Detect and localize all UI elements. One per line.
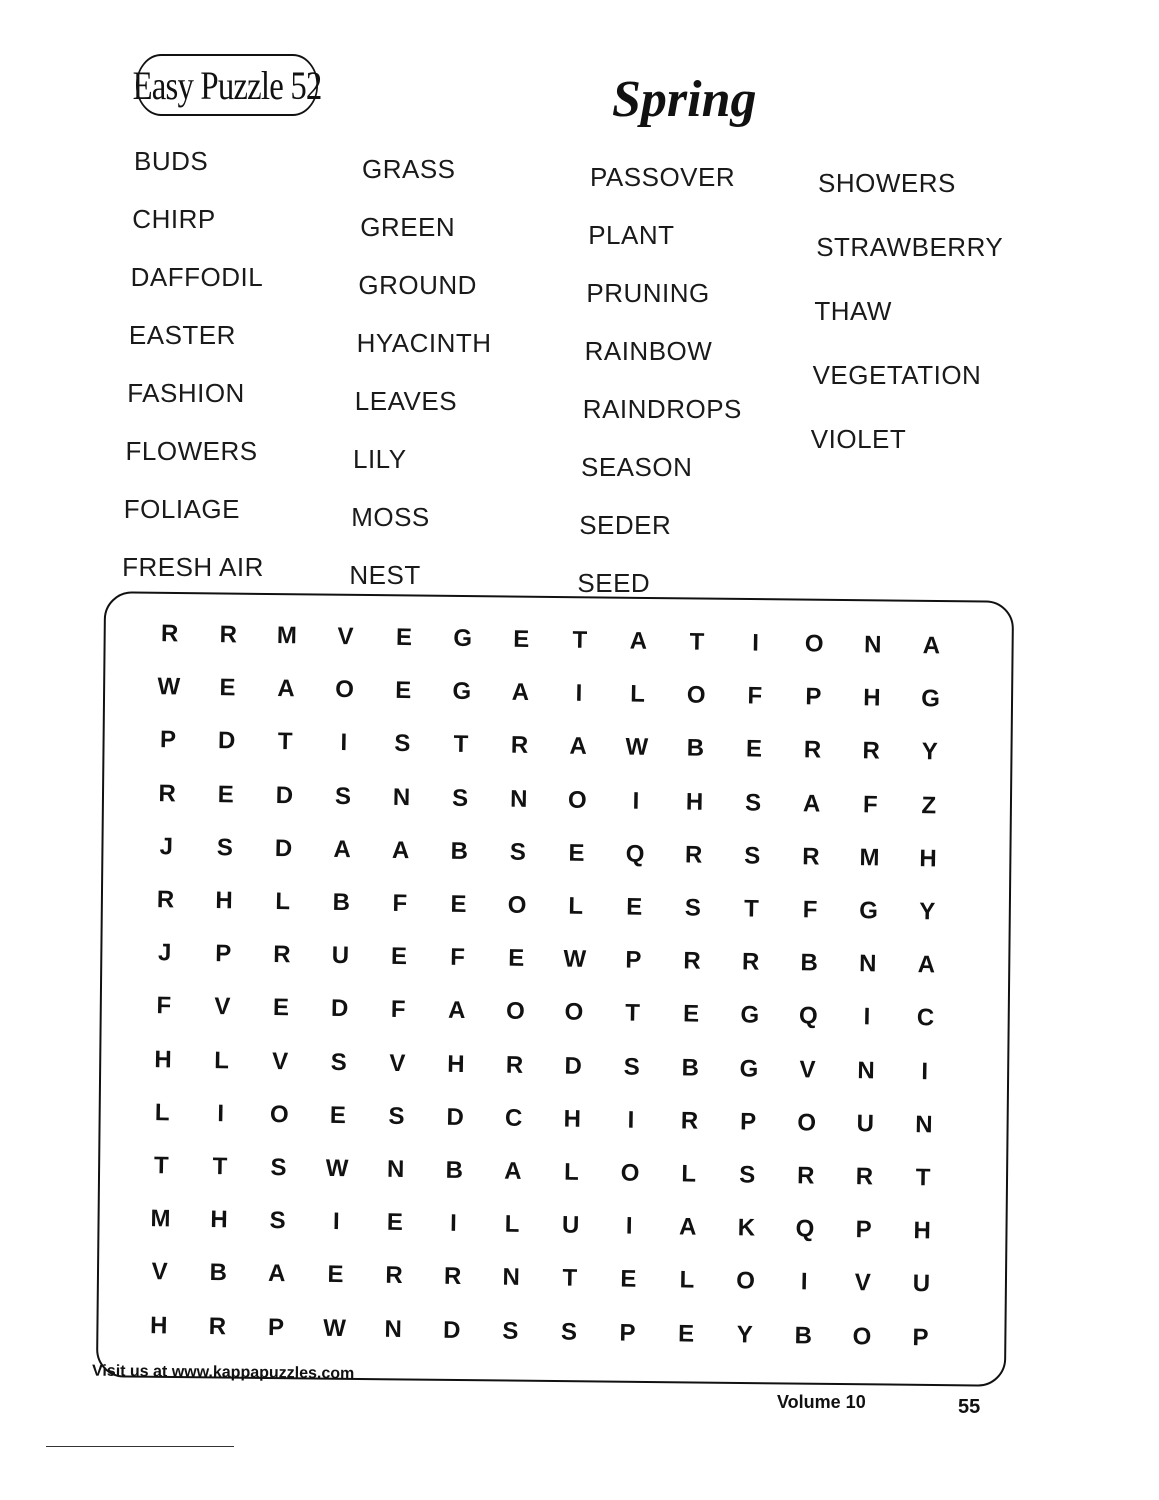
grid-letter[interactable]: L [681,1160,697,1188]
grid-letter[interactable]: L [630,680,646,708]
word-list-item: DAFFODIL [130,262,264,292]
grid-letter[interactable]: A [267,1260,286,1288]
word-list-item: MOSS [351,502,430,532]
grid-letter[interactable]: Z [921,791,937,819]
grid-letter[interactable]: S [744,842,761,870]
grid-letter[interactable]: P [855,1216,872,1244]
grid-letter[interactable]: E [745,735,763,764]
grid-letter[interactable]: S [394,730,411,758]
grid-letter[interactable]: G [740,1001,760,1030]
grid-letter[interactable]: V [389,1049,406,1077]
grid-letter[interactable]: U [331,942,350,970]
grid-letter[interactable]: D [330,995,349,1023]
grid-letter[interactable]: I [800,1268,808,1296]
grid-letter[interactable]: I [575,679,583,707]
word-list-item: EASTER [128,320,236,350]
grid-letter[interactable]: S [451,784,469,812]
grid-letter[interactable]: E [450,890,467,919]
grid-letter[interactable]: V [214,993,231,1021]
word-list-item: PLANT [588,220,675,250]
grid-letter[interactable]: O [507,891,527,919]
word-list-item: SEDER [579,510,672,540]
grid-letter[interactable]: P [267,1313,285,1341]
grid-letter[interactable]: W [625,733,649,762]
grid-letter[interactable]: L [214,1046,230,1074]
grid-letter[interactable]: H [685,788,704,816]
grid-letter[interactable]: R [741,948,760,976]
grid-letter[interactable]: H [447,1050,465,1078]
volume-label: Volume 10 [777,1392,866,1412]
grid-letter[interactable]: T [625,999,641,1028]
grid-letter[interactable]: I [632,787,640,815]
grid-letter[interactable]: R [796,1162,815,1190]
grid-letter[interactable]: R [510,732,529,760]
word-list-item: STRAWBERRY [816,232,1004,262]
grid-letter[interactable]: R [208,1312,227,1340]
word-list-item: SEASON [581,452,693,482]
word-list-item: FOLIAGE [123,494,240,524]
grid-letter[interactable]: D [442,1316,461,1344]
grid-letter[interactable]: T [572,626,588,654]
grid-letter[interactable]: P [625,946,642,974]
word-list-item: HYACINTH [356,328,492,358]
grid-letter[interactable]: B [800,949,819,977]
grid-letter[interactable]: O [620,1159,640,1187]
grid-letter[interactable]: E [327,1261,344,1289]
grid-letter[interactable]: F [747,682,763,710]
grid-letter[interactable]: N [863,631,882,659]
grid-letter[interactable]: F [156,992,172,1020]
grid-letter[interactable]: L [568,892,584,920]
word-list-item: PASSOVER [590,162,736,192]
word-list-item: RAINDROPS [582,394,742,424]
grid-letter[interactable]: S [388,1102,405,1130]
grid-letter[interactable]: S [502,1317,519,1345]
grid-letter[interactable]: T [915,1164,931,1192]
grid-letter[interactable]: B [794,1321,813,1350]
grid-letter[interactable]: L [563,1158,580,1186]
grid-letter[interactable]: A [511,678,530,707]
grid-letter[interactable]: L [504,1210,520,1239]
grid-letter[interactable]: E [620,1265,637,1294]
grid-letter[interactable]: D [274,834,293,863]
grid-letter[interactable]: C [916,1004,935,1032]
grid-letter[interactable]: W [325,1154,349,1183]
grid-letter[interactable]: S [744,788,762,817]
word-list-item: LILY [353,444,407,474]
grid-letter[interactable]: A [802,789,821,818]
grid-letter[interactable]: A [678,1213,697,1241]
grid-letter[interactable]: I [449,1209,458,1238]
grid-letter[interactable]: H [210,1206,228,1234]
grid-letter[interactable]: I [863,1003,871,1031]
grid-letter[interactable]: S [623,1053,640,1081]
word-list-item: RAINBOW [584,336,713,366]
grid-letter[interactable]: K [737,1214,756,1242]
grid-letter[interactable]: A [447,997,466,1025]
grid-letter[interactable]: G [453,624,473,653]
grid-letter[interactable]: C [504,1104,523,1132]
grid-letter[interactable]: T [453,731,469,759]
grid-letter[interactable]: B [209,1259,228,1287]
grid-letter[interactable]: M [859,843,880,872]
grid-letter[interactable]: A [504,1157,522,1185]
grid-letter[interactable]: T [212,1153,228,1181]
grid-letter[interactable]: P [805,683,822,711]
grid-letter[interactable]: N [509,785,528,813]
footer-rule [46,1446,234,1447]
grid-letter[interactable]: I [921,1057,929,1085]
grid-letter[interactable]: H [154,1045,172,1073]
grid-letter[interactable]: F [802,896,818,924]
puzzle-number-label: Easy Puzzle 52 [132,62,322,108]
grid-letter[interactable]: R [219,621,238,649]
grid-letter[interactable]: O [505,998,525,1026]
grid-letter[interactable]: R [443,1263,462,1291]
grid-letter[interactable]: R [385,1262,403,1290]
grid-letter[interactable]: S [334,782,352,810]
grid-letter[interactable]: Y [921,738,938,766]
grid-letter[interactable]: N [386,1155,405,1184]
puzzle-title: Spring [612,71,757,128]
grid-letter[interactable]: R [158,779,177,808]
grid-letter[interactable]: V [271,1047,289,1075]
grid-letter[interactable]: V [151,1258,168,1286]
grid-letter[interactable]: D [446,1103,465,1131]
grid-letter[interactable]: R [160,620,179,648]
grid-letter[interactable]: R [680,1107,699,1135]
grid-letter[interactable]: N [502,1264,521,1292]
grid-letter[interactable]: O [564,998,584,1027]
grid-letter[interactable]: J [159,832,174,861]
word-list-item: THAW [814,296,892,326]
grid-letter[interactable]: O [567,786,587,814]
grid-letter[interactable]: H [913,1217,932,1245]
grid-letter[interactable]: D [564,1052,583,1080]
grid-letter[interactable]: A [917,951,936,979]
grid-letter[interactable]: N [384,1315,403,1343]
grid-letter[interactable]: P [159,726,177,754]
grid-letter[interactable]: H [919,844,937,873]
page-number: 55 [958,1396,981,1418]
grid-letter[interactable]: P [215,940,232,968]
grid-letter[interactable]: I [332,1208,340,1236]
grid-letter[interactable]: Q [798,1002,818,1030]
letter-grid [138,614,970,1367]
grid-letter[interactable]: W [563,945,587,974]
word-list-item: VEGETATION [812,360,982,390]
grid-letter[interactable]: G [921,685,941,713]
grid-letter[interactable]: Q [625,840,645,868]
grid-letter[interactable]: Y [918,898,936,926]
grid-letter[interactable]: E [390,943,408,971]
grid-letter[interactable]: N [857,1056,875,1085]
grid-letter[interactable]: H [863,684,881,712]
grid-letter[interactable]: D [275,781,294,809]
grid-letter[interactable]: E [513,625,530,653]
grid-letter[interactable]: L [679,1266,695,1295]
grid-letter[interactable]: A [569,732,588,761]
grid-letter[interactable]: M [276,621,298,650]
grid-letter[interactable]: T [689,628,705,656]
grid-letter[interactable]: I [217,1099,225,1128]
grid-letter[interactable]: S [216,833,234,862]
word-list-item: SHOWERS [818,168,956,198]
word-list-item: FRESH AIR [122,552,264,582]
grid-letter[interactable]: W [157,673,181,701]
grid-letter[interactable]: B [445,1156,464,1184]
grid-letter[interactable]: R [862,737,881,765]
grid-letter[interactable]: V [799,1055,816,1084]
grid-letter[interactable]: Q [795,1215,815,1243]
grid-letter[interactable]: S [270,1153,287,1182]
grid-letter[interactable]: H [215,887,233,915]
grid-letter[interactable]: L [154,1098,170,1127]
grid-letter[interactable]: V [337,622,354,651]
grid-letter[interactable]: R [803,736,822,764]
grid-letter[interactable]: H [563,1105,582,1133]
grid-letter[interactable]: O [804,630,824,658]
grid-letter[interactable]: R [505,1051,524,1079]
word-list-item: CHIRP [132,204,216,234]
grid-letter[interactable]: E [394,677,412,705]
word-list-item: GRASS [362,154,456,184]
word-list-item: LEAVES [354,386,458,416]
grid-letter[interactable]: O [269,1100,289,1129]
grid-letter[interactable]: R [683,947,701,975]
grid-letter[interactable]: A [391,836,410,864]
grid-letter[interactable]: E [626,893,643,921]
word-list-item: GREEN [360,212,456,242]
grid-letter[interactable]: M [150,1205,171,1233]
grid-letter[interactable]: F [450,943,466,972]
word-list-item: VIOLET [810,424,907,454]
grid-letter[interactable]: R [156,886,175,914]
grid-letter[interactable]: E [568,839,585,867]
grid-letter[interactable]: T [277,728,293,756]
word-list-item: FLOWERS [125,436,258,466]
grid-letter[interactable]: P [912,1323,929,1351]
grid-letter[interactable]: U [561,1211,580,1240]
grid-letter[interactable]: O [736,1267,756,1295]
word-list-item: FASHION [127,378,245,408]
grid-letter[interactable]: G [452,677,472,706]
grid-letter[interactable]: A [922,632,941,660]
grid-letter[interactable]: E [677,1319,695,1348]
word-list-item: PRUNING [586,278,710,308]
grid-letter[interactable]: F [392,889,408,918]
grid-letter[interactable]: W [323,1314,347,1342]
word-list-item: SEED [577,568,651,598]
grid-letter[interactable]: S [684,894,702,922]
grid-letter[interactable]: G [739,1054,759,1083]
grid-letter[interactable]: H [149,1311,168,1339]
grid-letter[interactable]: A [629,627,648,655]
grid-letter[interactable]: B [681,1054,700,1082]
grid-letter[interactable]: R [684,841,703,869]
grid-letter[interactable]: E [508,944,525,973]
word-list-item: NEST [349,560,421,590]
word-list [0,0,1159,600]
grid-letter[interactable]: I [752,629,760,657]
grid-letter[interactable]: A [277,675,295,703]
grid-letter[interactable]: V [854,1269,871,1297]
grid-letter[interactable]: R [272,941,291,969]
grid-letter[interactable]: N [914,1110,933,1139]
grid-letter[interactable]: U [856,1109,875,1138]
grid-letter[interactable]: E [329,1101,347,1129]
grid-letter[interactable]: O [686,681,706,709]
grid-letter[interactable]: E [395,623,413,652]
grid-letter[interactable]: D [217,727,236,755]
grid-letter[interactable]: P [619,1319,636,1347]
grid-letter[interactable]: R [855,1163,874,1191]
grid-letter[interactable]: E [219,674,236,702]
grid-letter[interactable]: F [862,790,878,819]
grid-letter[interactable]: N [858,950,877,978]
grid-letter[interactable]: I [340,729,348,757]
grid-letter[interactable]: S [269,1207,286,1235]
grid-letter[interactable]: O [797,1109,817,1137]
word-list-item: GROUND [358,270,477,300]
website-note: Visit us at www.kappapuzzles.com [91,1362,355,1383]
grid-letter[interactable]: E [386,1208,404,1237]
grid-letter[interactable]: T [743,895,759,923]
word-list-item: BUDS [134,146,209,176]
grid-letter[interactable]: B [332,888,351,917]
grid-letter[interactable]: T [153,1152,169,1180]
grid-letter[interactable]: B [686,734,705,763]
grid-letter[interactable]: E [682,1000,700,1029]
grid-letter[interactable]: A [333,835,352,863]
grid-letter[interactable]: O [852,1322,872,1351]
grid-letter[interactable]: G [859,897,879,925]
grid-letter[interactable]: J [157,939,172,967]
grid-letter[interactable]: O [335,676,355,704]
grid-letter[interactable]: S [509,838,527,866]
grid-letter[interactable]: I [627,1106,635,1134]
grid-letter[interactable]: L [275,888,291,916]
grid-letter[interactable]: R [801,843,820,871]
grid-letter[interactable]: E [272,994,290,1022]
grid-letter[interactable]: Y [736,1320,753,1349]
grid-letter[interactable]: S [560,1318,578,1346]
grid-letter[interactable]: F [390,996,406,1024]
grid-letter[interactable]: T [562,1264,578,1293]
grid-letter[interactable]: N [392,783,411,811]
grid-letter[interactable]: P [739,1108,757,1136]
grid-letter[interactable]: S [330,1048,347,1076]
grid-letter[interactable]: B [450,837,469,865]
grid-letter[interactable]: I [625,1212,633,1240]
grid-letter[interactable]: E [217,780,234,808]
grid-letter[interactable]: S [739,1161,756,1189]
grid-letter[interactable]: U [912,1270,931,1298]
